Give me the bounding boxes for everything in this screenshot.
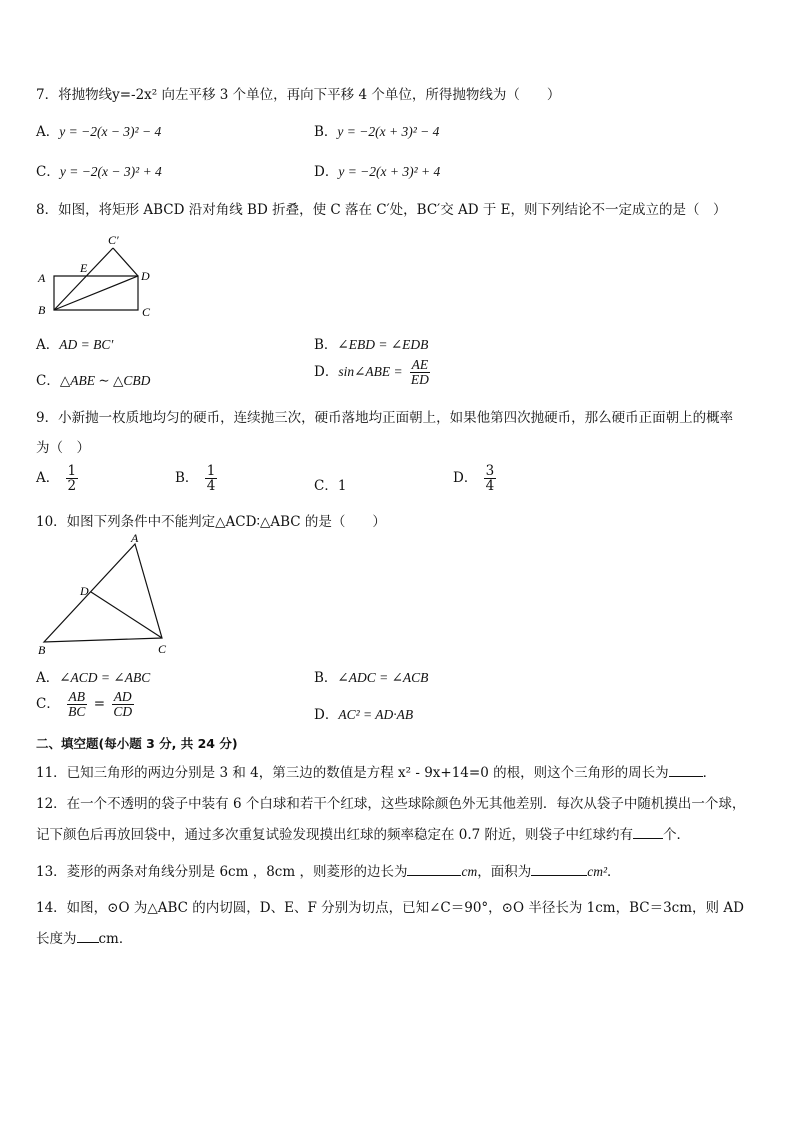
label-c: C <box>142 305 151 319</box>
fraction <box>484 464 497 493</box>
option-math: y = −2(x + 3)² + 4 <box>338 164 441 179</box>
q8-option-c <box>36 369 150 389</box>
q9-option-c <box>314 474 346 494</box>
q14-text: 长度为 <box>36 931 77 947</box>
option-label: C． <box>36 696 60 713</box>
fraction-denominator: CD <box>113 704 133 720</box>
option-math: AD = BC′ <box>59 337 114 352</box>
label-e: E <box>80 261 88 275</box>
segment-bcprime <box>54 248 113 310</box>
section-heading: 二、填空题(每小题 3 分, 共 24 分) <box>36 736 238 751</box>
answer-blank <box>669 776 703 777</box>
option-label: C． <box>314 478 338 494</box>
unit-cm2: cm² <box>587 864 608 879</box>
fraction-denominator: 2 <box>67 478 77 495</box>
label-cprime: C′ <box>108 233 119 247</box>
q9-option-d <box>453 464 498 493</box>
label-a: A <box>38 271 46 285</box>
fraction-denominator: BC <box>68 704 86 720</box>
q8-option-a <box>36 333 113 353</box>
fraction <box>66 464 79 493</box>
q10-stem: 10．如图下列条件中不能判定△ACD∶△ABC 的是（ ） <box>36 514 386 530</box>
q13-end: ． <box>607 864 621 880</box>
q14-end: cm． <box>98 931 133 947</box>
fraction-ae-over-ed <box>409 358 431 387</box>
triangle-abc <box>44 544 162 642</box>
q11 <box>36 761 716 781</box>
q12-line2 <box>36 823 690 843</box>
diagonal-bd <box>54 276 138 310</box>
q9-stem-line2: 为（ ） <box>36 440 90 456</box>
option-math: y = −2(x − 3)² + 4 <box>59 164 162 179</box>
q12-line1: 12．在一个不透明的袋子中装有 6 个白球和若干个红球，这些球除颜色外无其他差别．每次从袋子中随机摸出一个球， <box>36 796 746 812</box>
option-value: 1 <box>337 478 347 494</box>
answer-blank <box>531 875 587 876</box>
label-b: B <box>38 303 46 317</box>
answer-blank <box>407 875 461 876</box>
q10-option-b <box>314 666 428 686</box>
option-label: A． <box>36 124 60 140</box>
q13-mid: ，面积为 <box>477 864 532 880</box>
option-label: A． <box>36 337 60 353</box>
label-c: C <box>158 642 167 656</box>
option-label: B． <box>314 124 338 140</box>
fraction-numerator: 3 <box>485 463 495 479</box>
fraction <box>205 464 218 493</box>
q10-option-a <box>36 666 150 686</box>
label-d: D <box>141 269 150 283</box>
label-d: D <box>80 584 89 598</box>
q7-stem: 7．将抛物线y=-2x² 向左平移 3 个单位，再向下平移 4 个单位，所得抛物线为（ ） <box>36 87 561 103</box>
option-label: A． <box>36 670 60 686</box>
equals-sign: = <box>93 696 106 713</box>
fraction-denominator: 4 <box>206 478 216 495</box>
label-a: A <box>131 532 139 545</box>
fraction-numerator: AE <box>411 357 429 372</box>
option-label: C． <box>36 164 60 180</box>
q9-stem-line1: 9．小新抛一枚质地均匀的硬币，连续抛三次，硬币落地均正面朝上，如果他第四次抛硬币，那么硬币正面朝上的概率 <box>36 410 734 426</box>
fraction-numerator: AD <box>113 689 132 704</box>
unit-cm: cm <box>461 864 478 879</box>
q10-option-d <box>314 703 413 723</box>
q7-option-a <box>36 120 161 140</box>
q8-option-b <box>314 333 428 353</box>
fraction-numerator: 1 <box>67 463 77 479</box>
q11-text: 11．已知三角形的两边分别是 3 和 4，第三边的数值是方程 x² - 9x+14=0 的根，则这个三角形的周长为 <box>36 765 669 781</box>
q14-line2 <box>36 927 132 947</box>
fraction-numerator: 1 <box>206 463 216 479</box>
q8-stem: 8．如图，将矩形 ABCD 沿对角线 BD 折叠，使 C 落在 C′处，BC′交 AD 于 E，则下列结论不一定成立的是（ ） <box>36 202 727 218</box>
q8-option-d <box>314 358 433 387</box>
option-label: D． <box>453 470 478 487</box>
option-math: y = −2(x − 3)² − 4 <box>59 124 162 139</box>
q11-end: ． <box>702 765 717 781</box>
answer-blank <box>77 942 99 943</box>
option-math: sin∠ABE = <box>338 364 403 380</box>
option-math: AC² = AD·AB <box>338 707 414 722</box>
option-label: D． <box>314 364 339 381</box>
segment-cprime-d <box>113 248 138 276</box>
option-math: ∠ADC = ∠ACB <box>337 670 429 685</box>
fraction-ab-over-bc <box>66 690 87 719</box>
option-math: y = −2(x + 3)² − 4 <box>337 124 440 139</box>
fraction-denominator: 4 <box>485 478 495 495</box>
option-label: D． <box>314 707 339 723</box>
q7-option-c <box>36 160 162 180</box>
fraction-ad-over-cd <box>111 690 134 719</box>
option-label: B． <box>314 670 338 686</box>
q10-option-c <box>36 690 136 719</box>
option-math: △ABE ∼ △CBD <box>59 373 151 388</box>
q14-line1: 14．如图，⊙O 为△ABC 的内切圆，D、E、F 分别为切点，已知∠C＝90°，⊙O 半径长为 1cm，BC＝3cm，则 AD <box>36 900 744 916</box>
fraction-denominator: ED <box>410 372 429 388</box>
fraction-numerator: AB <box>68 689 86 704</box>
q12-end: 个． <box>663 827 691 843</box>
q9-option-a <box>36 464 80 493</box>
q8-figure <box>34 232 164 322</box>
q7-option-b <box>314 120 439 140</box>
answer-blank <box>633 838 663 839</box>
label-b: B <box>38 643 46 657</box>
option-label: B． <box>175 470 199 487</box>
option-math: ∠EBD = ∠EDB <box>337 337 429 352</box>
q9-option-b <box>175 464 219 493</box>
q13 <box>36 860 621 880</box>
q10-figure <box>34 532 174 658</box>
q13-text: 13．菱形的两条对角线分别是 6cm ，8cm ，则菱形的边长为 <box>36 864 408 880</box>
option-label: D． <box>314 164 339 180</box>
q7-option-d <box>314 160 440 180</box>
option-label: C． <box>36 373 60 389</box>
q12-text: 记下颜色后再放回袋中，通过多次重复试验发现摸出红球的频率稳定在 0.7 附近，则袋子中红球约有 <box>36 827 634 843</box>
option-label: A． <box>36 470 60 487</box>
option-math: ∠ACD = ∠ABC <box>59 670 151 685</box>
option-label: B． <box>314 337 338 353</box>
